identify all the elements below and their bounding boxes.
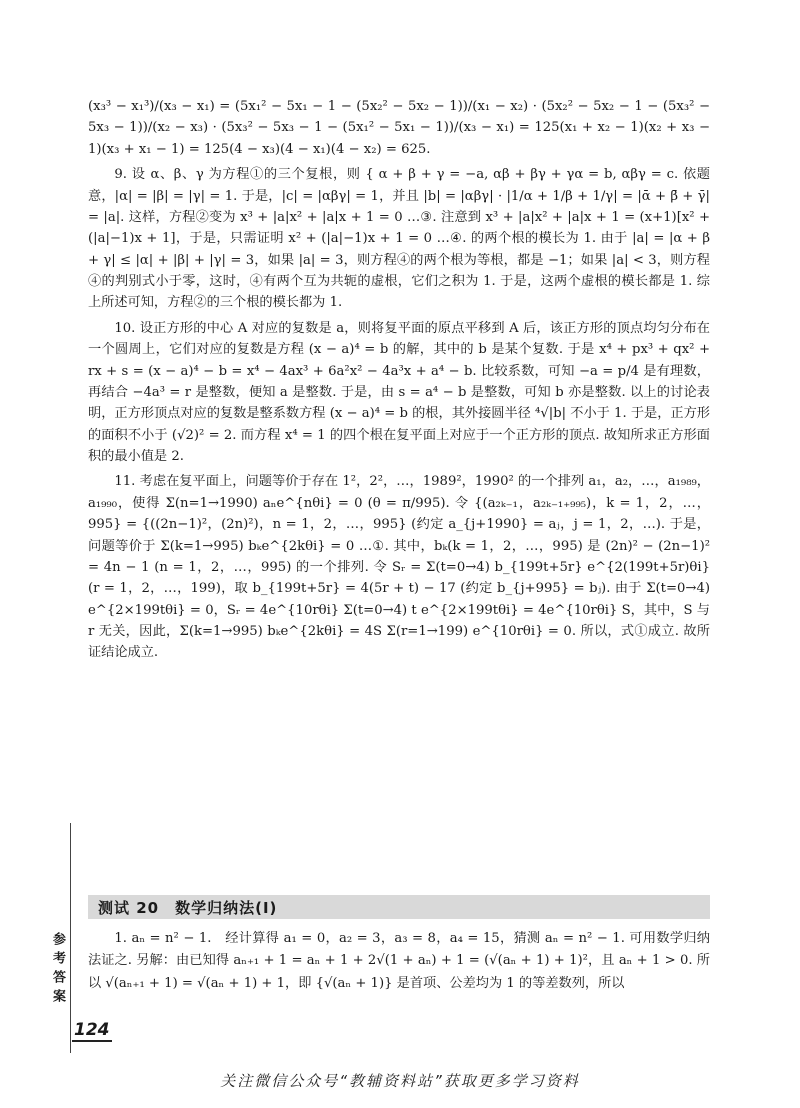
paragraph-fraction-chain: (x₃³ − x₁³)/(x₃ − x₁) = (5x₁² − 5x₁ − 1 − (5x₂² − 5x₂ − 1))/(x₁ − x₂) · (5x₂² − 5x₂ − 1 − (5x₃² − 5x₃ − 1))/(x₂ − x₃) · (5x₃² − 5x₃ − 1 − (5x₁² − 5x₁ − 1))/(x₃ − x₁) = 125(x₁ + x₂ − 1)(x₂ + x₃ − 1)(x₃ + x₁ − 1) = 125(4 − x₃)(4 − x₁)(4 − x₂) = 625.: [88, 99, 710, 157]
paragraph-problem-10: 10. 设正方形的中心 A 对应的复数是 a，则将复平面的原点平移到 A 后，该正方形的顶点均匀分布在一个圆周上，它们对应的复数是方程 (x − a)⁴ = b 的解，其中的 b 是某个复数. 于是 x⁴ + px³ + qx² + rx + s = (x − a)⁴ − b = x⁴ − 4ax³ + 6a²x² − 4a³x + a⁴ − b. 比较系数，可知 −a = p/4 是有理数，再结合 −4a³ = r 是整数，便知 a 是整数. 于是，由 s = a⁴ − b 是整数，可知 b 亦是整数. 以上的讨论表明，正方形顶点对应的复数是整系数方程 (x − a)⁴ = b 的根，其外接圆半径 ⁴√|b| 不小于 1. 于是，正方形的面积不小于 (√2)² = 2. 而方程 x⁴ = 1 的四个根在复平面上对应于一个正方形的顶点. 故知所求正方形面积的最小值是 2.: [88, 320, 710, 464]
page-number: 124: [74, 1020, 110, 1040]
paragraph-problem-9: 9. 设 α、β、γ 为方程①的三个复根，则 { α + β + γ = −a, αβ + βγ + γα = b, αβγ = c. 依题意，|α| = |β| = |γ| = 1. 于是，|c| = |αβγ| = 1，并且 |b| = |αβγ| · |1/α + 1/β + 1/γ| = |ᾱ + β̄ + γ̄| = |a|. 这样，方程②变为 x³ + |a|x² + |a|x + 1 = 0 …③. 注意到 x³ + |a|x² + |a|x + 1 = (x+1)[x² + (|a|−1)x + 1]，于是，只需证明 x² + (|a|−1)x + 1 = 0 …④. 的两个根的模长为 1. 由于 |a| = |α + β + γ| ≤ |α| + |β| + |γ| = 3，如果 |a| = 3，则方程④的两个根为等根，都是 −1；如果 |a| < 3，则方程④的判别式小于零，这时，④有两个互为共轭的虚根，它们之积为 1. 于是，这两个虚根的模长都是 1. 综上所述可知，方程②的三个根的模长都为 1.: [88, 167, 710, 311]
footer-note: 关注微信公众号“教辅资料站”获取更多学习资料: [220, 1072, 580, 1090]
side-rule: [70, 823, 71, 1053]
paragraph-problem-11: 11. 考虑在复平面上，问题等价于存在 1²，2²，…，1989²，1990² 的一个排列 a₁，a₂，…，a₁₉₈₉，a₁₉₉₀，使得 Σ(n=1→1990) aₙe^{nθi} = 0 (θ = π/995). 令 {(a₂ₖ₋₁，a₂ₖ₋₁₊₉₉₅)，k = 1，2，…，995} = {((2n−1)²，(2n)²)，n = 1，2，…，995} (约定 a_{j+1990} = aⱼ，j = 1，2，…). 于是，问题等价于 Σ(k=1→995) bₖe^{2kθi} = 0 …①. 其中，bₖ(k = 1，2，…，995) 是 (2n)² − (2n−1)² = 4n − 1 (n = 1，2，…，995) 的一个排列. 令 Sᵣ = Σ(t=0→4) b_{199t+5r} e^{2(199t+5r)θi} (r = 1，2，…，199)，取 b_{199t+5r} = 4(5r + t) − 17 (约定 b_{j+995} = bⱼ). 由于 Σ(t=0→4) e^{2×199tθi} = 0，Sᵣ = 4e^{10rθi} Σ(t=0→4) t e^{2×199tθi} = 4e^{10rθi} S，其中，S 与 r 无关，因此，Σ(k=1→995) bₖe^{2kθi} = 4S Σ(r=1→199) e^{10rθi} = 0. 所以，式①成立. 故所证结论成立.: [88, 474, 710, 661]
answer-body: [88, 96, 710, 668]
section-title: 测试 20 数学归纳法(Ⅰ): [98, 899, 278, 917]
paragraph-test20-problem-1: 1. aₙ = n² − 1. 经计算得 a₁ = 0，a₂ = 3，a₃ = 8，a₄ = 15，猜测 aₙ = n² − 1. 可用数学归纳法证之. 另解：由已知得 aₙ₊₁ + 1 = aₙ + 1 + 2√(1 + aₙ) + 1 = (√(aₙ + 1) + 1)²，且 aₙ + 1 > 0. 所以 √(aₙ₊₁ + 1) = √(aₙ + 1) + 1，即 {√(aₙ + 1)} 是首项、公差均为 1 的等差数列，所以: [88, 931, 710, 991]
section-body: [88, 928, 710, 995]
side-label: 参考答案: [50, 932, 65, 1008]
